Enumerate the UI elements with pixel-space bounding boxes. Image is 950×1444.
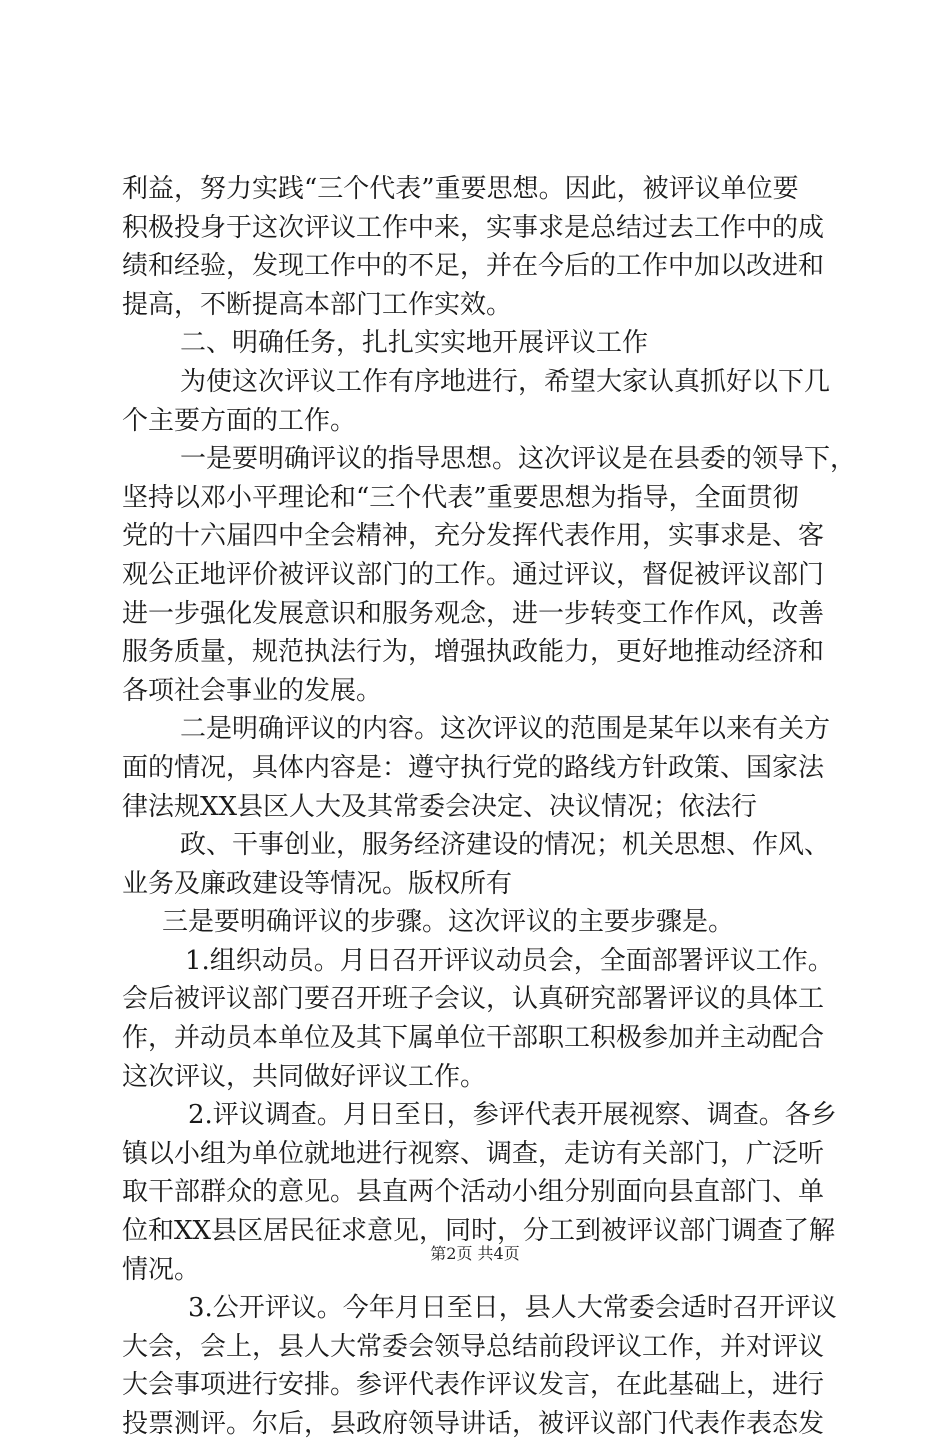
text-line: 取干部群众的意见。县直两个活动小组分别面向县直部门、单	[122, 1177, 825, 1208]
text-line: 积极投身于这次评议工作中来，实事求是总结过去工作中的成	[122, 212, 825, 243]
text-line: 大会，会上，县人大常委会领导总结前段评议工作，并对评议	[122, 1331, 825, 1362]
text-line: 服务质量，规范执法行为，增强执政能力，更好地推动经济和	[122, 637, 825, 668]
text-line: 位和XX县区居民征求意见，同时，分工到被评议部门调查了解	[122, 1216, 836, 1247]
text-line: 提高，不断提高本部门工作实效。	[122, 289, 513, 320]
text-line: 坚持以邓小平理论和“三个代表”重要思想为指导，全面贯彻	[122, 482, 799, 513]
text-line: 为使这次评议工作有序地进行，希望大家认真抓好以下几	[180, 366, 831, 397]
text-line: 绩和经验，发现工作中的不足，并在今后的工作中加以改进和	[122, 251, 825, 282]
text-line: 会后被评议部门要召开班子会议，认真研究部署评议的具体工	[122, 984, 825, 1015]
text-line: 二是明确评议的内容。这次评议的范围是某年以来有关方	[180, 714, 831, 745]
text-line: 作，并动员本单位及其下属单位干部职工积极参加并主动配合	[122, 1023, 825, 1054]
text-line: 观公正地评价被评议部门的工作。通过评议，督促被评议部门	[122, 559, 825, 590]
text-line: 一是要明确评议的指导思想。这次评议是在县委的领导下，	[180, 444, 857, 475]
page-number-footer: 第2页 共4页	[430, 1244, 520, 1263]
text-line: 业务及廉政建设等情况。版权所有	[122, 868, 513, 899]
text-line: 情况。	[122, 1254, 201, 1285]
text-line: 三是要明确评议的步骤。这次评议的主要步骤是。	[162, 907, 735, 938]
text-line: 党的十六届四中全会精神，充分发挥代表作用，实事求是、客	[122, 521, 825, 552]
text-line: 面的情况，具体内容是：遵守执行党的路线方针政策、国家法	[122, 752, 825, 783]
text-line: 3.公开评议。今年月日至日，县人大常委会适时召开评议	[188, 1293, 837, 1324]
text-line: 进一步强化发展意识和服务观念，进一步转变工作作风，改善	[122, 598, 825, 629]
text-line: 这次评议，共同做好评议工作。	[122, 1061, 487, 1092]
text-line: 大会事项进行安排。参评代表作评议发言，在此基础上，进行	[122, 1370, 825, 1401]
text-line: 律法规XX县区人大及其常委会决定、决议情况；依法行	[122, 791, 758, 822]
text-line: 利益，努力实践“三个代表”重要思想。因此，被评议单位要	[122, 174, 799, 204]
text-line: 2.评议调查。月日至日，参评代表开展视察、调查。各乡	[188, 1100, 837, 1131]
text-line: 二、明确任务，扎扎实实地开展评议工作	[180, 328, 649, 359]
text-line: 个主要方面的工作。	[122, 405, 357, 436]
text-line: 镇以小组为单位就地进行视察、调查，走访有关部门，广泛听	[122, 1138, 825, 1169]
text-line: 投票测评。尔后，县政府领导讲话，被评议部门代表作表态发	[122, 1409, 825, 1439]
text-line: 各项社会事业的发展。	[122, 675, 383, 706]
text-line: 政、干事创业，服务经济建设的情况；机关思想、作风、	[180, 830, 831, 861]
text-line: 1.组织动员。月日召开评议动员会，全面部署评议工作。	[185, 945, 834, 976]
